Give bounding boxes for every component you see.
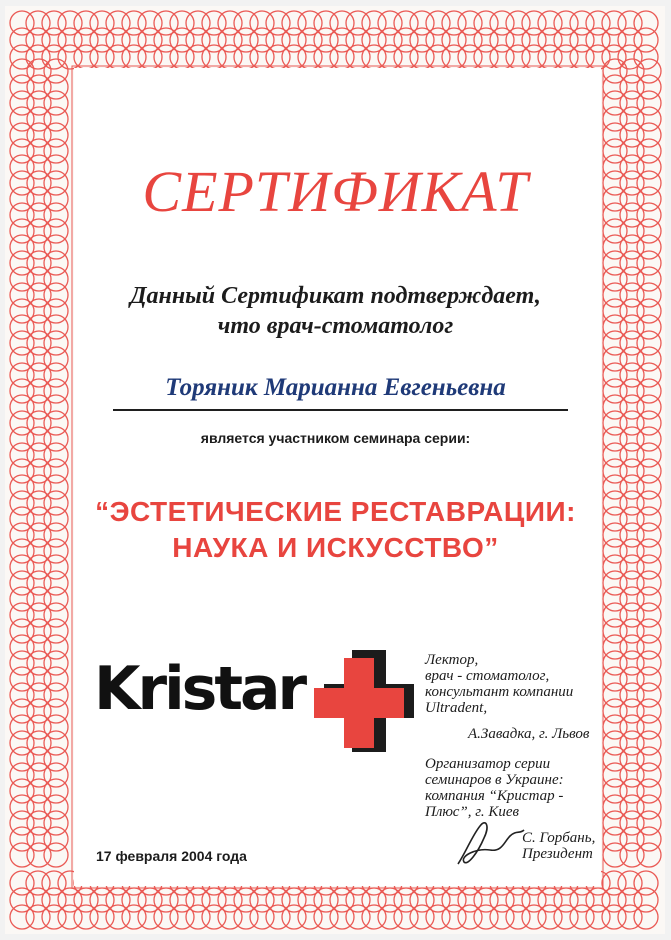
signature — [450, 812, 530, 872]
recipient-name: Торяник Марианна Евгеньевна — [165, 374, 506, 401]
recipient-underline — [113, 409, 568, 411]
seminar-title-line-1: “ЭСТЕТИЧЕСКИЕ РЕСТАВРАЦИИ: — [95, 496, 576, 527]
signatory-line-1: С. Горбань, — [522, 830, 596, 846]
lecturer-line-1: Лектор, — [425, 652, 479, 668]
lecturer-line-2: врач - стоматолог, — [425, 668, 550, 684]
organizer-line-3: компания “Кристар - — [425, 788, 564, 804]
signatory-line-2: Президент — [522, 846, 593, 862]
lecturer-line-4: Ultradent, — [425, 700, 488, 716]
participant-text: является участником семинара серии: — [200, 430, 471, 446]
lecturer-name: А.Завадка, г. Львов — [468, 726, 590, 742]
certificate-date: 17 февраля 2004 года — [96, 848, 247, 864]
confirmation-line-1: Данный Сертификат подтверждает, — [130, 283, 541, 309]
confirmation-line-2: что врач-стоматолог — [217, 313, 454, 339]
organizer-line-4: Плюс”, г. Киев — [425, 804, 520, 820]
lecturer-line-3: консультант компании — [425, 684, 574, 700]
kristar-logo-text: Kristar — [94, 654, 305, 724]
kristar-cross-icon — [312, 650, 414, 752]
organizer-line-2: семинаров в Украине: — [425, 772, 564, 788]
organizer-line-1: Организатор серии — [425, 756, 551, 772]
certificate-title: СЕРТИФИКАТ — [142, 159, 529, 224]
seminar-title-line-2: НАУКА И ИСКУССТВО” — [172, 532, 499, 563]
